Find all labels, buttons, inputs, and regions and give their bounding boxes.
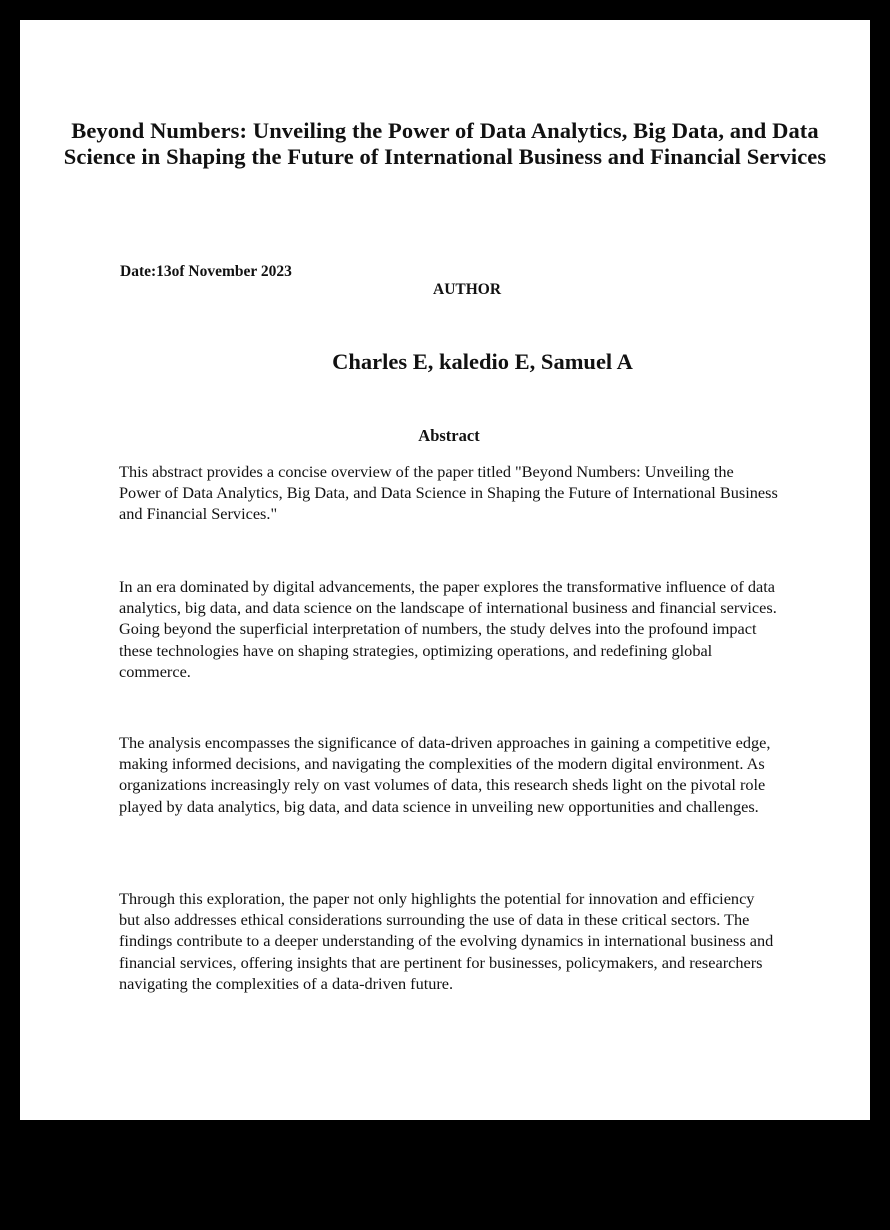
paper-title: Beyond Numbers: Unveiling the Power of Data Analytics, Big Data, and Data Science in Shaping the Future of International Business and Financial Services — [63, 118, 827, 169]
abstract-paragraph: This abstract provides a concise overview of the paper titled "Beyond Numbers: Unveiling the Power of Data Analytics, Big Data, and Data Science in Shaping the Future of International Business and Financial Services." — [119, 462, 778, 524]
author-label: AUTHOR — [433, 281, 502, 298]
author-names: Charles E, kaledio E, Samuel A — [332, 349, 633, 374]
paper-page — [20, 20, 870, 1120]
abstract-heading: Abstract — [418, 426, 480, 445]
paper-date: Date:13of November 2023 — [120, 263, 292, 280]
abstract-paragraph: The analysis encompasses the significance of data-driven approaches in gaining a competitive edge, making informed decisions, and navigating the complexities of the modern digital environment. As organizations increasingly rely on vast volumes of data, this research sheds light on the pivotal role played by data analytics, big data, and data science in unveiling new opportunities and challenges. — [119, 733, 771, 816]
abstract-paragraph: Through this exploration, the paper not only highlights the potential for innovation and efficiency but also addresses ethical considerations surrounding the use of data in these critical sectors. The findings contribute to a deeper understanding of the evolving dynamics in international business and financial services, offering insights that are pertinent for businesses, policymakers, and researchers navigating the complexities of a data-driven future. — [119, 889, 774, 993]
abstract-paragraph: In an era dominated by digital advancements, the paper explores the transformative influence of data analytics, big data, and data science on the landscape of international business and financial services. Going beyond the superficial interpretation of numbers, the study delves into the profound impact these technologies have on shaping strategies, optimizing operations, and redefining global commerce. — [119, 577, 777, 681]
